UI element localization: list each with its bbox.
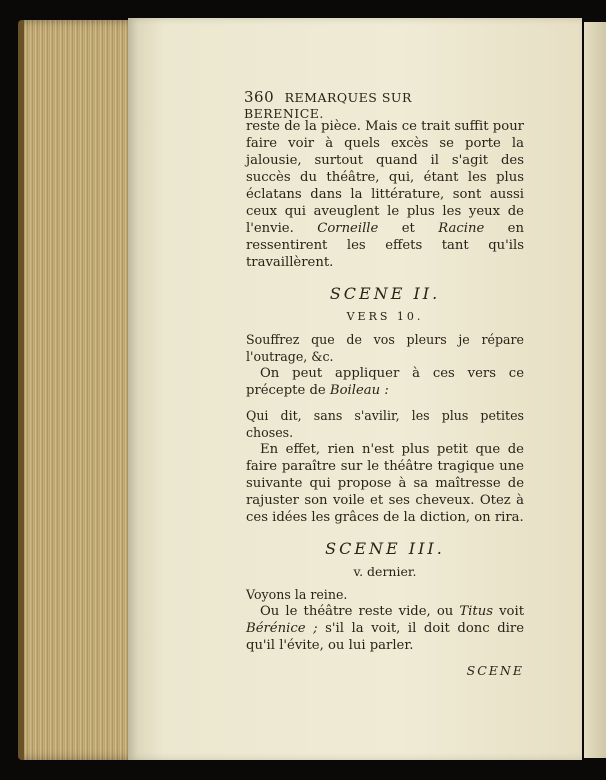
author-corneille: Corneille [317,221,379,236]
name-titus: Titus [459,604,493,619]
scene-2-heading: SCENE II. [329,284,441,303]
author-boileau: Boileau : [329,383,389,398]
paragraph-2: On peut appliquer à ces vers ce précepte de Boileau : [246,366,524,398]
paragraph-4: Ou le théâtre reste vide, ou Titus voit Bérénice ; s'il la voit, il doit donc dire qu'il l'évite, ou lui parler. [246,604,525,653]
scene-3-heading: SCENE III. [325,539,445,558]
scene-3-verse: v. dernier. [353,564,417,579]
paragraph-3: En effet, rien n'est plus petit que de faire paraître sur le théâtre tragique une suivante qui propose à sa maîtresse de rajuster son voile et ses cheveux. Otez à ces idées les grâces de la diction, on rira. [246,442,524,525]
boileau-quote: Qui dit, sans s'avilir, les plus petites choses. [246,408,524,440]
facing-page-edge [584,22,606,758]
page-number: 360 [244,88,275,106]
scene-2-verse: VERS 10. [346,310,424,323]
catchword: SCENE [466,663,524,678]
running-title: REMARQUES SUR BERENICE. [244,90,412,121]
name-berenice: Bérénice ; [246,621,318,636]
running-header [244,88,484,121]
scene-3-quote: Voyons la reine. [246,587,348,602]
scene-2-quote: Souffrez que de vos pleurs je répare l'outrage, &c. [246,332,524,364]
page-text [246,118,524,679]
paragraph-1: reste de la pièce. Mais ce trait suffit pour faire voir à quels excès se porte la jalousie, surtout quand il s'agit des succès du théâtre, qui, étant les plus éclatans dans la littérature, sont aussi ceux qui aveuglent le plus les yeux de l'envie. Corneille et Racine en ressentirent les effets tant qu'ils travaillèrent. [246,119,524,270]
author-racine: Racine [438,221,485,236]
page-edges [18,20,142,760]
